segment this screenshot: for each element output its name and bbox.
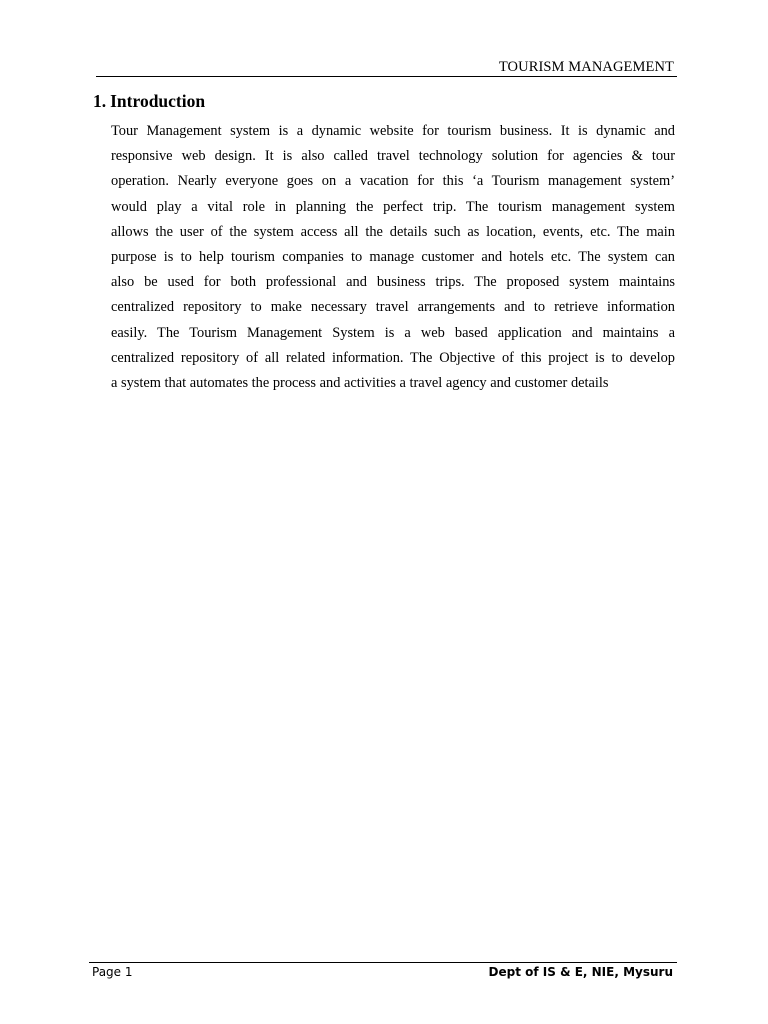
section-heading — [93, 91, 205, 112]
paragraph-line: also be used for both professional and business trips. The proposed system maintains — [111, 274, 675, 291]
paragraph-line: centralized repository to make necessary travel arrangements and to retrieve information — [111, 299, 675, 316]
paragraph-line: a system that automates the process and activities a travel agency and customer details — [111, 375, 609, 392]
running-header-title: TOURISM MANAGEMENT — [498, 59, 674, 75]
paragraph-line: centralized repository of all related information. The Objective of this project is to develop — [111, 349, 675, 366]
paragraph-line: would play a vital role in planning the perfect trip. The tourism management system — [111, 198, 675, 215]
section-number: 1. — [93, 91, 107, 111]
section-title: Introduction — [110, 91, 206, 111]
header-divider — [96, 76, 677, 77]
paragraph-line: responsive web design. It is also called travel technology solution for agencies & tour — [111, 148, 675, 165]
footer-department: Dept of IS & E, NIE, Mysuru — [488, 965, 673, 979]
paragraph-line: Tour Management system is a dynamic website for tourism business. It is dynamic and — [111, 123, 675, 139]
footer-divider — [89, 962, 677, 963]
page-number: Page 1 — [92, 965, 133, 979]
paragraph-line: allows the user of the system access all the details such as location, events, etc. The main — [111, 223, 675, 240]
paragraph-line: easily. The Tourism Management System is a web based application and maintains a — [111, 324, 675, 341]
paragraph-line: purpose is to help tourism companies to manage customer and hotels etc. The system can — [111, 249, 675, 266]
paragraph-line: operation. Nearly everyone goes on a vacation for this ‘a Tourism management system’ — [111, 173, 675, 190]
introduction-paragraph — [111, 119, 675, 396]
